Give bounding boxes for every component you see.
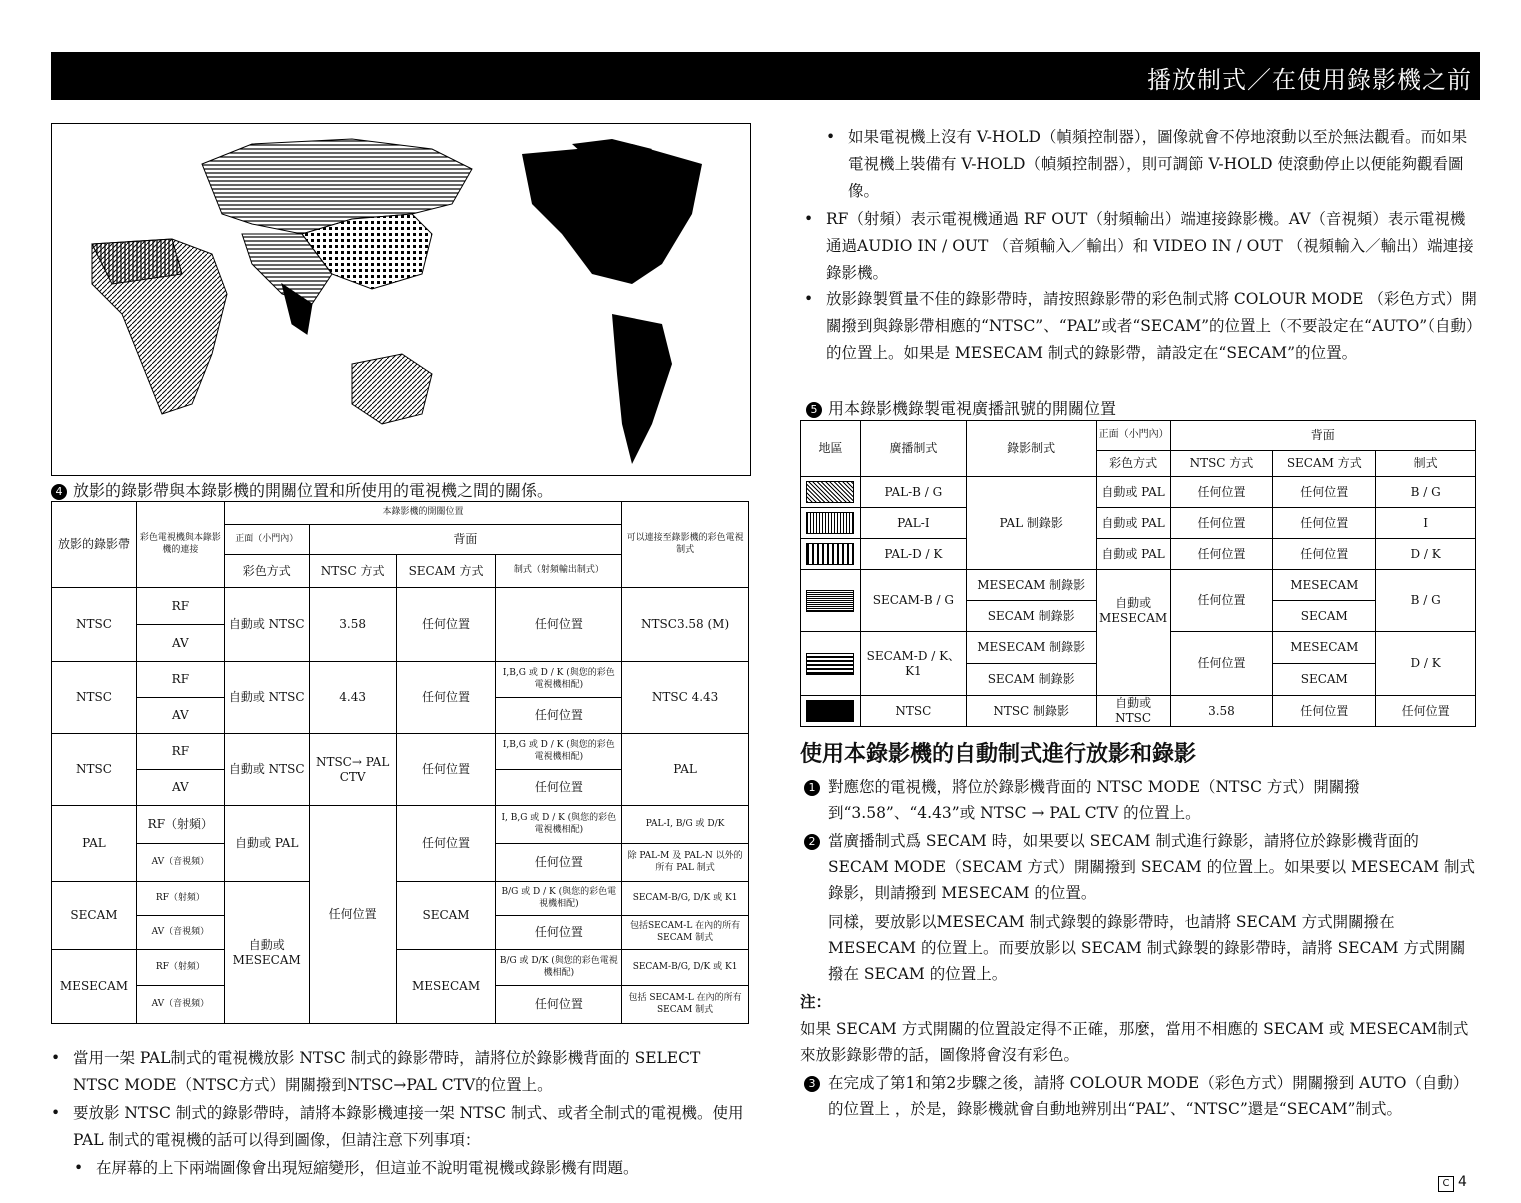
cell-system: D / K	[1376, 539, 1476, 570]
cell-system: I,B,G 或 D / K (與您的彩色電視機相配)	[496, 734, 622, 770]
cell-system-av: 任何位置	[496, 986, 622, 1024]
solid-black-pattern-icon	[806, 700, 854, 722]
cell-ntsc: 任何位置	[1170, 632, 1273, 696]
cell-ntsc: 任何位置	[309, 806, 396, 1024]
left-bullet: • 當用一架 PAL制式的電視機放影 NTSC 制式的錄影帶時，請將位於錄影機背面的 SELECT NTSC MODE（NTSC方式）開關撥到NTSC→PAL CTV的位置上。	[51, 1049, 701, 1094]
left-bullet: • 要放影 NTSC 制式的錄影帶時，請將本錄影機連接一架 NTSC 制式、或者全制式的電視機。使用 PAL 制式的電視機的話可以得到圖像，但請注意下列事項：	[51, 1104, 744, 1149]
cell-av: AV	[136, 625, 224, 662]
cell-system: 任何位置	[496, 588, 622, 662]
cell-tv: NTSC3.58 (M)	[622, 588, 749, 662]
th-area: 地區	[801, 421, 861, 477]
right-sub-bullet: • 如果電視機上沒有 V-HOLD（幀頻控制器），圖像就會不停地滾動以至於無法觀看。而如果電視機上裝備有 V-HOLD（幀頻控制器），則可調節 V-HOLD 使滾動停止以便能夠觀看圖像。	[826, 128, 1468, 200]
cell-record: MESECAM 制錄影	[966, 632, 1096, 664]
cell-ntsc: NTSC→ PAL CTV	[309, 734, 396, 806]
cell-colour: 自動或 MESECAM	[1096, 570, 1170, 696]
cell-tv: PAL-I, B/G 或 D/K	[622, 806, 749, 844]
cell-broadcast: PAL-D / K	[860, 539, 966, 570]
cell-tape: NTSC	[52, 662, 137, 734]
step-text: 在完成了第1和第2步驟之後，請將 COLOUR MODE（彩色方式）開關撥到 AUTO（自動）的位置上 ，於是，錄影機就會自動地辨別出“PAL”、“NTSC”還是“SECAM”制式。	[828, 1074, 1469, 1118]
section-title: 使用本錄影機的自動制式進行放影和錄影	[800, 742, 1197, 767]
cell-system: B/G 或 D/K (與您的彩色電視機相配)	[496, 950, 622, 986]
step-number: 2	[804, 834, 820, 850]
cell-system: I, B,G 或 D / K (與您的彩色電視機相配)	[496, 806, 622, 844]
cell-ntsc: 3.58	[309, 588, 396, 662]
cell-secam: 任何位置	[396, 734, 496, 806]
world-map	[51, 123, 751, 476]
cell-system: B/G 或 D / K (與您的彩色電視機相配)	[496, 882, 622, 916]
dotted-pattern-icon	[806, 543, 854, 565]
cell-secam2: SECAM	[1273, 601, 1376, 632]
area-swatch	[801, 632, 861, 696]
cell-secam: 任何位置	[396, 662, 496, 734]
cell-ntsc: 4.43	[309, 662, 396, 734]
right-bullet-text: 放影錄製質量不佳的錄影帶時，請按照錄影帶的彩色制式將 COLOUR MODE （彩色方式）開關撥到與錄影帶相應的“NTSC”、“PAL”或者“SECAM”的位置上（不要設定在“AUTO”（自動）的位置上。如果是 MESECAM 制式的錄影帶，請設定在“SECAM”的位置。	[826, 290, 1477, 362]
area-swatch	[801, 508, 861, 539]
th-conn: 彩色電視機與本錄影機的連接	[136, 502, 224, 588]
cell-record2: SECAM 制錄影	[966, 664, 1096, 696]
cell-tv2: 包括 SECAM-L 在內的所有 SECAM 制式	[622, 986, 749, 1024]
area-swatch	[801, 570, 861, 632]
cell-secam: 任何位置	[1273, 696, 1376, 727]
cell-secam: 任何位置	[1273, 508, 1376, 539]
cell-secam2: SECAM	[1273, 664, 1376, 696]
cell-broadcast: PAL-I	[860, 508, 966, 539]
cell-secam: 任何位置	[1273, 539, 1376, 570]
cell-ntsc: 任何位置	[1170, 539, 1273, 570]
th-back: 背面	[309, 525, 621, 555]
cell-secam: 任何位置	[396, 588, 496, 662]
figure5-caption-text: 用本錄影機錄製電視廣播訊號的開關位置	[828, 399, 1117, 418]
cell-system-av: 任何位置	[496, 844, 622, 882]
cell-system-av: 任何位置	[496, 698, 622, 734]
cell-av: AV	[136, 770, 224, 806]
th-switch: 本錄影機的開關位置	[224, 502, 621, 525]
cell-broadcast: NTSC	[860, 696, 966, 727]
note-text: 如果 SECAM 方式開關的位置設定得不正確，那麼，當用不相應的 SECAM 或 MESECAM制式來放影錄影帶的話，圖像將會沒有彩色。	[800, 1020, 1469, 1064]
area-swatch	[801, 539, 861, 570]
cell-system-av: 任何位置	[496, 916, 622, 950]
left-bullet-text: 當用一架 PAL制式的電視機放影 NTSC 制式的錄影帶時，請將位於錄影機背面的 SELECT NTSC MODE（NTSC方式）開關撥到NTSC→PAL CTV的位置上。	[73, 1049, 701, 1094]
th-colour: 彩色方式	[1096, 451, 1170, 477]
left-bullet-text: 要放影 NTSC 制式的錄影帶時，請將本錄影機連接一架 NTSC 制式、或者全制式的電視機。使用 PAL 制式的電視機的話可以得到圖像，但請注意下列事項：	[73, 1104, 744, 1149]
fine-grid-pattern-icon	[806, 590, 854, 612]
cell-tv: SECAM-B/G, D/K 或 K1	[622, 950, 749, 986]
th-tv: 可以連接至錄影機的彩色電視制式	[622, 502, 749, 588]
cell-system: D / K	[1376, 632, 1476, 696]
cell-av: AV（音視頻）	[136, 916, 224, 950]
note-label: 注：	[800, 992, 832, 1011]
th-system: 制式	[1376, 451, 1476, 477]
cell-secam: 任何位置	[1273, 477, 1376, 508]
left-bullet-text: 在屏幕的上下兩端圖像會出現短縮變形，但這並不說明電視機或錄影機有問題。	[96, 1159, 639, 1177]
step-number: 3	[804, 1076, 820, 1092]
cell-system: I	[1376, 508, 1476, 539]
th-system: 制式（射頻輸出制式）	[496, 555, 622, 588]
right-bullet-text: RF（射頻）表示電視機通過 RF OUT（射頻輸出）端連接錄影機。AV（音視頻）表示電視機通過AUDIO IN / OUT （音頻輸入／輸出）和 VIDEO IN / OUT （視頻輸入／輸出）端連接錄影機。	[826, 210, 1474, 282]
page-header-title: 播放制式／在使用錄影機之前	[1147, 66, 1472, 94]
figure4-caption-text: 放影的錄影帶與本錄影機的開關位置和所使用的電視機之間的關係。	[73, 481, 554, 500]
right-bullet: • 放影錄製質量不佳的錄影帶時，請按照錄影帶的彩色制式將 COLOUR MODE （彩色方式）開關撥到與錄影帶相應的“NTSC”、“PAL”或者“SECAM”的位置上（不要設定在“AUTO”（自動）的位置上。如果是 MESECAM 制式的錄影帶，請設定在“SECAM”的位置。	[804, 290, 1477, 362]
left-sub-bullet: • 在屏幕的上下兩端圖像會出現短縮變形，但這並不說明電視機或錄影機有問題。	[74, 1159, 639, 1177]
cell-tape: NTSC	[52, 588, 137, 662]
cell-tape: SECAM	[52, 882, 137, 950]
cell-colour: 自動或 PAL	[224, 806, 309, 882]
cell-tv: PAL	[622, 734, 749, 806]
step-text: 對應您的電視機，將位於錄影機背面的 NTSC MODE（NTSC 方式）開關撥到“3.58”、“4.43”或 NTSC → PAL CTV 的位置上。	[828, 778, 1360, 822]
th-ntsc: NTSC 方式	[309, 555, 396, 588]
step-text: 同樣，要放影以MESECAM 制式錄製的錄影帶時，也請將 SECAM 方式開關撥在 MESECAM 的位置上。而要放影以 SECAM 制式錄製的錄影帶時，請將 SECAM 方式開關撥在 SECAM 的位置上。	[828, 913, 1466, 983]
cell-secam: MESECAM	[396, 950, 496, 1024]
cell-broadcast: PAL-B / G	[860, 477, 966, 508]
area-swatch	[801, 477, 861, 508]
th-front: 正面（小門內）	[1096, 421, 1170, 451]
th-record: 錄影制式	[966, 421, 1096, 477]
horizontal-pattern-icon	[806, 653, 854, 675]
cell-tape: NTSC	[52, 734, 137, 806]
cell-record: PAL 制錄影	[966, 477, 1096, 570]
cell-rf: RF（射頻）	[136, 806, 224, 844]
cell-colour: 自動或 PAL	[1096, 539, 1170, 570]
cell-av: AV（音視頻）	[136, 986, 224, 1024]
cell-rf: RF	[136, 588, 224, 625]
cell-rf: RF（射頻）	[136, 950, 224, 986]
page-letter-box: C	[1438, 1176, 1454, 1192]
th-ntsc: NTSC 方式	[1170, 451, 1273, 477]
cell-ntsc: 任何位置	[1170, 570, 1273, 632]
figure4-number: 4	[51, 484, 67, 500]
step-text: 當廣播制式爲 SECAM 時，如果要以 SECAM 制式進行錄影，請將位於錄影機背面的 SECAM MODE（SECAM 方式）開關撥到 SECAM 的位置上。如果要以 MESECAM 制式錄影，則請撥到 MESECAM 的位置。	[828, 832, 1475, 902]
cell-colour: 自動或 NTSC	[1096, 696, 1170, 727]
cell-colour: 自動或 PAL	[1096, 508, 1170, 539]
cell-colour: 自動或 NTSC	[224, 662, 309, 734]
cell-tv2: 包括SECAM-L 在內的所有 SECAM 制式	[622, 916, 749, 950]
cell-colour: 自動或 NTSC	[224, 588, 309, 662]
cell-system: 任何位置	[1376, 696, 1476, 727]
cell-record: NTSC 制錄影	[966, 696, 1096, 727]
cell-secam: 任何位置	[396, 806, 496, 882]
page-number: 4	[1458, 1174, 1467, 1190]
cell-tape: PAL	[52, 806, 137, 882]
cell-rf: RF（射頻）	[136, 882, 224, 916]
area-swatch	[801, 696, 861, 727]
cell-tv2: 除 PAL-M 及 PAL-N 以外的所有 PAL 制式	[622, 844, 749, 882]
cell-rf: RF	[136, 734, 224, 770]
playback-table	[51, 501, 749, 1024]
th-secam: SECAM 方式	[396, 555, 496, 588]
th-front: 正面（小門內）	[224, 525, 309, 555]
th-secam: SECAM 方式	[1273, 451, 1376, 477]
cell-colour: 自動或 NTSC	[224, 734, 309, 806]
cell-broadcast: SECAM-B / G	[860, 570, 966, 632]
right-bullet: • RF（射頻）表示電視機通過 RF OUT（射頻輸出）端連接錄影機。AV（音視頻）表示電視機通過AUDIO IN / OUT （音頻輸入／輸出）和 VIDEO IN / OUT （視頻輸入／輸出）端連接錄影機。	[804, 210, 1474, 282]
figure5-caption	[806, 396, 1116, 419]
cell-ntsc: 任何位置	[1170, 508, 1273, 539]
recording-table	[800, 420, 1476, 727]
cell-rf: RF	[136, 662, 224, 698]
cell-record2: SECAM 制錄影	[966, 601, 1096, 632]
th-colour: 彩色方式	[224, 555, 309, 588]
cell-av: AV（音視頻）	[136, 844, 224, 882]
cell-secam: MESECAM	[1273, 570, 1376, 601]
cell-ntsc: 任何位置	[1170, 477, 1273, 508]
cell-ntsc: 3.58	[1170, 696, 1273, 727]
figure5-number: 5	[806, 402, 822, 418]
cell-system: B / G	[1376, 570, 1476, 632]
cell-secam: SECAM	[396, 882, 496, 950]
cell-colour: 自動或 PAL	[1096, 477, 1170, 508]
cell-tape: MESECAM	[52, 950, 137, 1024]
th-broadcast: 廣播制式	[860, 421, 966, 477]
right-bullet-text: 如果電視機上沒有 V-HOLD（幀頻控制器），圖像就會不停地滾動以至於無法觀看。而如果電視機上裝備有 V-HOLD（幀頻控制器），則可調節 V-HOLD 使滾動停止以便能夠觀看圖像。	[848, 128, 1468, 200]
vertical-pattern-icon	[806, 512, 854, 534]
cell-system: I,B,G 或 D / K (與您的彩色電視機相配)	[496, 662, 622, 698]
cell-secam: MESECAM	[1273, 632, 1376, 664]
cell-tv: SECAM-B/G, D/K 或 K1	[622, 882, 749, 916]
cell-broadcast: SECAM-D / K、K1	[860, 632, 966, 696]
header-bar	[51, 52, 1480, 100]
th-tape: 放影的錄影帶	[52, 502, 137, 588]
diagonal-pattern-icon	[806, 481, 854, 503]
cell-system: B / G	[1376, 477, 1476, 508]
cell-record: MESECAM 制錄影	[966, 570, 1096, 601]
step-number: 1	[804, 780, 820, 796]
th-back: 背面	[1170, 421, 1475, 451]
cell-system-av: 任何位置	[496, 770, 622, 806]
figure4-caption	[51, 478, 553, 501]
cell-av: AV	[136, 698, 224, 734]
cell-colour: 自動或 MESECAM	[224, 882, 309, 1024]
cell-tv: NTSC 4.43	[622, 662, 749, 734]
